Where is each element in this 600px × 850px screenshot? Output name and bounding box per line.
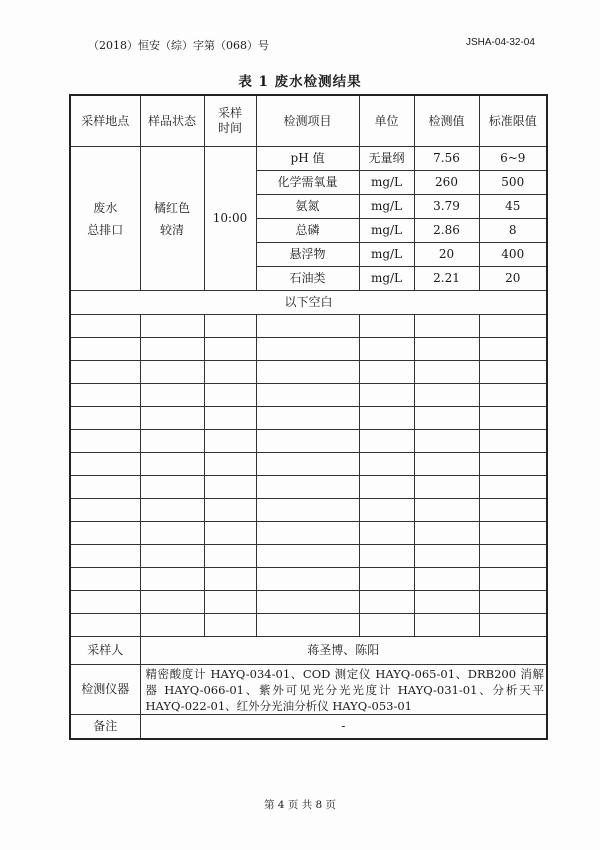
- empty-cell: [414, 614, 479, 637]
- item-value: 260: [414, 171, 479, 195]
- empty-cell: [204, 591, 256, 614]
- col-header-sample-time: 采样 时间: [204, 95, 256, 147]
- empty-row: [70, 545, 547, 568]
- empty-cell: [414, 361, 479, 384]
- item-limit: 45: [479, 195, 547, 219]
- empty-cell: [140, 338, 204, 361]
- empty-cell: [140, 522, 204, 545]
- empty-row: [70, 361, 547, 384]
- empty-cell: [204, 614, 256, 637]
- empty-cell: [359, 361, 414, 384]
- empty-cell: [204, 568, 256, 591]
- empty-cell: [479, 591, 547, 614]
- empty-cell: [256, 568, 359, 591]
- item-name: 总磷: [256, 219, 359, 243]
- empty-cell: [70, 338, 140, 361]
- empty-cell: [140, 499, 204, 522]
- empty-cell: [256, 522, 359, 545]
- empty-cell: [70, 407, 140, 430]
- empty-cell: [359, 591, 414, 614]
- empty-cell: [479, 568, 547, 591]
- empty-cell: [70, 591, 140, 614]
- empty-cell: [70, 476, 140, 499]
- empty-cell: [479, 545, 547, 568]
- table-title: 表 1 废水检测结果: [238, 74, 362, 90]
- empty-cell: [479, 315, 547, 338]
- col-header-unit: 单位: [359, 95, 414, 147]
- instrument-row: [70, 665, 547, 715]
- empty-cell: [414, 522, 479, 545]
- empty-cell: [204, 545, 256, 568]
- empty-cell: [256, 545, 359, 568]
- sampler-row: [70, 637, 547, 665]
- sampler-label: 采样人: [70, 637, 140, 665]
- sample-time: 10:00: [204, 147, 256, 291]
- empty-cell: [479, 614, 547, 637]
- col-header-limit: 标准限值: [479, 95, 547, 147]
- instrument-label: 检测仪器: [70, 665, 140, 715]
- empty-cell: [70, 384, 140, 407]
- item-unit: mg/L: [359, 243, 414, 267]
- sampler-names: 蒋圣博、陈阳: [140, 637, 547, 665]
- empty-cell: [479, 499, 547, 522]
- item-value: 7.56: [414, 147, 479, 171]
- empty-cell: [479, 453, 547, 476]
- empty-cell: [479, 476, 547, 499]
- empty-cell: [70, 453, 140, 476]
- item-limit: 500: [479, 171, 547, 195]
- empty-cell: [359, 614, 414, 637]
- empty-cell: [256, 499, 359, 522]
- empty-cell: [359, 453, 414, 476]
- empty-cell: [204, 430, 256, 453]
- table-row: [70, 147, 547, 171]
- empty-row: [70, 315, 547, 338]
- item-unit: mg/L: [359, 267, 414, 291]
- empty-cell: [140, 614, 204, 637]
- empty-cell: [479, 361, 547, 384]
- report-reference-number: （2018）恒安（综）字第（068）号: [88, 39, 269, 52]
- item-unit: 无量纲: [359, 147, 414, 171]
- sampling-location: 废水 总排口: [70, 147, 140, 291]
- instrument-list: 精密酸度计 HAYQ-034-01、COD 测定仪 HAYQ-065-01、DRB200 消解器 HAYQ-066-01、紫外可见光分光光度计 HAYQ-031-01、分析天平 HAYQ-022-01、红外分光油分析仪 HAYQ-053-01: [140, 665, 547, 715]
- item-value: 3.79: [414, 195, 479, 219]
- empty-cell: [204, 453, 256, 476]
- empty-cell: [414, 430, 479, 453]
- empty-cell: [140, 315, 204, 338]
- item-value: 20: [414, 243, 479, 267]
- empty-cell: [256, 361, 359, 384]
- item-name: 悬浮物: [256, 243, 359, 267]
- empty-cell: [256, 338, 359, 361]
- empty-row: [70, 407, 547, 430]
- empty-cell: [140, 430, 204, 453]
- empty-cell: [359, 315, 414, 338]
- empty-row: [70, 499, 547, 522]
- item-name: 氨氮: [256, 195, 359, 219]
- empty-cell: [204, 499, 256, 522]
- table-header-row: [70, 95, 547, 147]
- empty-cell: [204, 338, 256, 361]
- empty-cell: [70, 499, 140, 522]
- empty-row: [70, 476, 547, 499]
- empty-cell: [204, 315, 256, 338]
- empty-cell: [479, 522, 547, 545]
- empty-cell: [256, 476, 359, 499]
- blank-note: 以下空白: [70, 291, 547, 315]
- item-limit: 6~9: [479, 147, 547, 171]
- empty-cell: [70, 614, 140, 637]
- empty-cell: [479, 407, 547, 430]
- empty-cell: [359, 338, 414, 361]
- empty-cell: [204, 361, 256, 384]
- empty-row: [70, 453, 547, 476]
- empty-cell: [414, 499, 479, 522]
- empty-cell: [479, 384, 547, 407]
- empty-cell: [256, 430, 359, 453]
- empty-cell: [414, 315, 479, 338]
- item-name: pH 值: [256, 147, 359, 171]
- empty-cell: [70, 568, 140, 591]
- empty-row: [70, 591, 547, 614]
- empty-row: [70, 338, 547, 361]
- empty-cell: [70, 315, 140, 338]
- remark-value: -: [140, 715, 547, 740]
- empty-cell: [70, 522, 140, 545]
- col-header-sample-state: 样品状态: [140, 95, 204, 147]
- empty-row: [70, 568, 547, 591]
- empty-cell: [256, 384, 359, 407]
- empty-cell: [140, 545, 204, 568]
- empty-cell: [140, 568, 204, 591]
- empty-cell: [359, 568, 414, 591]
- page-number: 第 4 页 共 8 页: [263, 799, 337, 811]
- empty-cell: [204, 476, 256, 499]
- empty-cell: [414, 384, 479, 407]
- empty-cell: [479, 430, 547, 453]
- item-name: 石油类: [256, 267, 359, 291]
- empty-cell: [70, 430, 140, 453]
- empty-row: [70, 614, 547, 637]
- empty-cell: [414, 591, 479, 614]
- empty-cell: [204, 522, 256, 545]
- empty-cell: [204, 407, 256, 430]
- remark-label: 备注: [70, 715, 140, 740]
- empty-cell: [140, 591, 204, 614]
- blank-rows: [70, 315, 547, 637]
- item-limit: 8: [479, 219, 547, 243]
- item-unit: mg/L: [359, 219, 414, 243]
- empty-cell: [140, 361, 204, 384]
- empty-cell: [359, 499, 414, 522]
- empty-row: [70, 522, 547, 545]
- empty-cell: [204, 384, 256, 407]
- empty-cell: [70, 545, 140, 568]
- item-value: 2.21: [414, 267, 479, 291]
- empty-row: [70, 384, 547, 407]
- empty-cell: [140, 407, 204, 430]
- item-limit: 400: [479, 243, 547, 267]
- empty-cell: [414, 338, 479, 361]
- document-code: JSHA-04-32-04: [466, 37, 535, 48]
- empty-cell: [359, 384, 414, 407]
- wastewater-results-table: [69, 94, 548, 740]
- empty-cell: [359, 545, 414, 568]
- empty-cell: [414, 476, 479, 499]
- empty-cell: [256, 614, 359, 637]
- empty-cell: [256, 453, 359, 476]
- item-value: 2.86: [414, 219, 479, 243]
- remark-row: [70, 715, 547, 740]
- col-header-value: 检测值: [414, 95, 479, 147]
- empty-cell: [359, 430, 414, 453]
- empty-cell: [414, 545, 479, 568]
- empty-cell: [256, 407, 359, 430]
- item-unit: mg/L: [359, 171, 414, 195]
- empty-cell: [414, 453, 479, 476]
- empty-cell: [140, 384, 204, 407]
- item-limit: 20: [479, 267, 547, 291]
- sample-state: 橘红色 较清: [140, 147, 204, 291]
- empty-cell: [256, 315, 359, 338]
- empty-cell: [359, 407, 414, 430]
- empty-cell: [359, 476, 414, 499]
- empty-cell: [256, 591, 359, 614]
- empty-row: [70, 430, 547, 453]
- empty-cell: [479, 338, 547, 361]
- empty-cell: [359, 522, 414, 545]
- item-unit: mg/L: [359, 195, 414, 219]
- col-header-location: 采样地点: [70, 95, 140, 147]
- col-header-item: 检测项目: [256, 95, 359, 147]
- empty-cell: [140, 453, 204, 476]
- empty-cell: [414, 568, 479, 591]
- blank-note-row: [70, 291, 547, 315]
- empty-cell: [140, 476, 204, 499]
- empty-cell: [414, 407, 479, 430]
- item-name: 化学需氧量: [256, 171, 359, 195]
- empty-cell: [70, 361, 140, 384]
